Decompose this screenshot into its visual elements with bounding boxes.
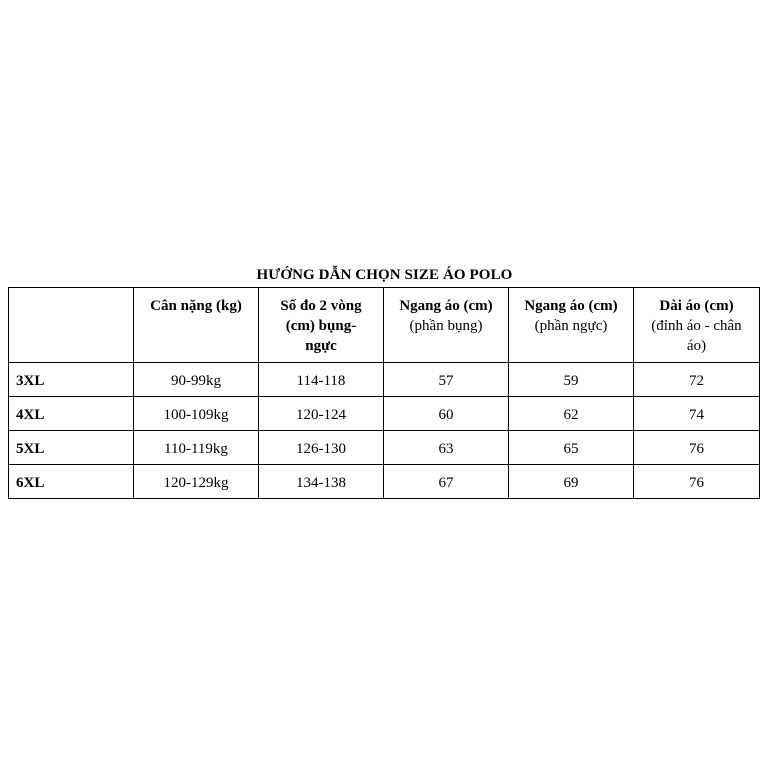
table-header-row xyxy=(9,288,760,363)
table-row xyxy=(9,431,760,465)
size-cell: 3XL xyxy=(9,363,134,397)
weight-cell: 120-129kg xyxy=(134,465,259,499)
header-width-belly xyxy=(384,288,509,363)
size-chart-table xyxy=(8,287,760,499)
header-girth-label: Số đo 2 vòng (cm) bụng-ngực xyxy=(280,298,362,354)
table-row xyxy=(9,465,760,499)
header-width-belly-label: Ngang áo (cm) xyxy=(399,298,493,314)
girth-cell: 134-138 xyxy=(259,465,384,499)
header-size xyxy=(9,288,134,363)
weight-cell: 100-109kg xyxy=(134,397,259,431)
size-cell: 4XL xyxy=(9,397,134,431)
weight-cell: 90-99kg xyxy=(134,363,259,397)
length-cell: 76 xyxy=(634,431,760,465)
header-width-belly-note: (phần bụng) xyxy=(409,318,483,334)
girth-cell: 114-118 xyxy=(259,363,384,397)
width-belly-cell: 67 xyxy=(384,465,509,499)
size-cell: 5XL xyxy=(9,431,134,465)
header-length-note: (đỉnh áo - chân áo) xyxy=(651,318,742,354)
width-belly-cell: 63 xyxy=(384,431,509,465)
header-width-chest-note: (phần ngực) xyxy=(534,318,608,334)
width-chest-cell: 59 xyxy=(509,363,634,397)
width-belly-cell: 57 xyxy=(384,363,509,397)
header-width-chest-label: Ngang áo (cm) xyxy=(524,298,618,314)
header-width-chest xyxy=(509,288,634,363)
table-row xyxy=(9,397,760,431)
header-weight-label: Cân nặng (kg) xyxy=(150,298,242,314)
width-chest-cell: 62 xyxy=(509,397,634,431)
header-weight xyxy=(134,288,259,363)
table-row xyxy=(9,363,760,397)
size-cell: 6XL xyxy=(9,465,134,499)
header-length-label: Dài áo (cm) xyxy=(659,298,734,314)
width-chest-cell: 69 xyxy=(509,465,634,499)
header-girth xyxy=(259,288,384,363)
girth-cell: 126-130 xyxy=(259,431,384,465)
length-cell: 72 xyxy=(634,363,760,397)
weight-cell: 110-119kg xyxy=(134,431,259,465)
width-chest-cell: 65 xyxy=(509,431,634,465)
girth-cell: 120-124 xyxy=(259,397,384,431)
page-title: HƯỚNG DẪN CHỌN SIZE ÁO POLO xyxy=(256,267,513,283)
width-belly-cell: 60 xyxy=(384,397,509,431)
header-length xyxy=(634,288,760,363)
length-cell: 74 xyxy=(634,397,760,431)
length-cell: 76 xyxy=(634,465,760,499)
